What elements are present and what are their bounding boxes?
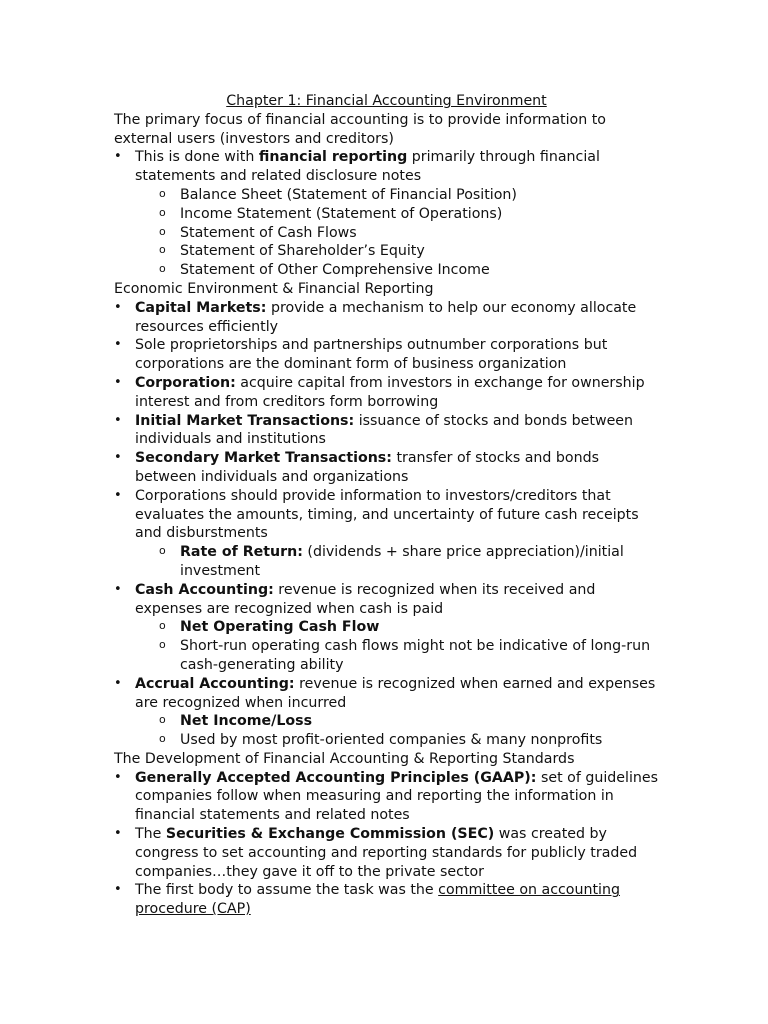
sub-item-text: Statement of Shareholder’s Equity (180, 243, 425, 260)
bullet-icon: • (114, 374, 122, 390)
bullet-icon: • (114, 487, 122, 503)
list-item (114, 487, 659, 543)
sub-list-item (114, 242, 659, 261)
item-underlined-term: committee on accounting procedure (CAP) (135, 882, 620, 918)
list-item (114, 412, 659, 450)
bullet-icon: • (114, 149, 122, 165)
item-text: set of guidelines companies follow when measuring and reporting the information in financial statements and related notes (135, 769, 659, 824)
list-item (114, 374, 659, 412)
item-text: was created by congress to set accounting and reporting standards for publicly traded companies…they gave it off to the private sector (135, 826, 638, 880)
item-term: Securities & Exchange Commission (SEC) (165, 826, 495, 843)
list-item (114, 449, 659, 487)
item-text: revenue is recognized when its received and expenses are recognized when cash is paid (135, 581, 596, 617)
sub-item-term: Net Income/Loss (180, 713, 313, 730)
sub-list-item (114, 712, 659, 731)
list-item (114, 299, 659, 337)
document-body (114, 92, 659, 919)
intro-paragraph: The primary focus of financial accounting is to provide information to external users (investors and creditors) (114, 111, 606, 147)
circle-bullet-icon: o (159, 224, 166, 238)
list-item (114, 825, 659, 881)
item-term: Corporation: (135, 374, 236, 391)
bullet-icon: • (114, 412, 122, 428)
circle-bullet-icon: o (159, 732, 166, 746)
sub-list-item (114, 731, 659, 750)
sub-item-text: Short-run operating cash flows might not be indicative of long-run cash-generating ability (180, 638, 651, 673)
standards-list (114, 769, 659, 919)
circle-bullet-icon: o (159, 243, 166, 257)
sub-list-item (114, 637, 659, 675)
bullet-icon: • (114, 675, 122, 691)
bullet-icon: • (114, 581, 122, 597)
item-term: Initial Market Transactions: (135, 412, 355, 429)
sub-item-text: Statement of Other Comprehensive Income (180, 262, 490, 279)
sub-item-text: Balance Sheet (Statement of Financial Position) (180, 186, 517, 203)
item-text: revenue is recognized when earned and expenses are recognized when incurred (135, 675, 656, 711)
item-text: issuance of stocks and bonds between individuals and institutions (135, 412, 634, 448)
bullet-icon: • (114, 882, 122, 898)
item-term: Capital Markets: (135, 299, 267, 316)
item-term: Secondary Market Transactions: (135, 450, 392, 467)
item-text: transfer of stocks and bonds between individuals and organizations (135, 450, 600, 485)
item-term: Accrual Accounting: (135, 675, 295, 692)
list-item (114, 675, 659, 713)
circle-bullet-icon: o (159, 638, 166, 652)
list-item (114, 148, 659, 186)
bullet-icon: • (114, 299, 122, 315)
chapter-title: Chapter 1: Financial Accounting Environment (226, 93, 547, 109)
economic-environment-list (114, 299, 659, 750)
sub-item-text: Statement of Cash Flows (180, 224, 357, 241)
sub-list-item (114, 618, 659, 637)
sub-item-text: Income Statement (Statement of Operations) (180, 205, 503, 222)
sub-item-text: Used by most profit-oriented companies & many nonprofits (180, 732, 603, 749)
sub-item-text: (dividends + share price appreciation)/initial investment (180, 544, 624, 579)
sub-item-term: Net Operating Cash Flow (180, 619, 380, 636)
item-text: primarily through financial statements and related disclosure notes (135, 149, 600, 185)
list-item (114, 581, 659, 619)
circle-bullet-icon: o (159, 262, 166, 276)
circle-bullet-icon: o (159, 205, 166, 219)
item-text: This is done with (135, 149, 259, 166)
section-heading-economic: Economic Environment & Financial Reporting (114, 280, 434, 297)
bullet-icon: • (114, 450, 122, 466)
item-term: Generally Accepted Accounting Principles (GAAP): (135, 769, 537, 786)
item-text: acquire capital from investors in exchange for ownership interest and from creditors form borrowing (135, 374, 645, 410)
circle-bullet-icon: o (159, 186, 166, 200)
sub-list-item (114, 261, 659, 280)
circle-bullet-icon: o (159, 619, 166, 633)
sub-list-item (114, 186, 659, 205)
list-item (114, 769, 659, 825)
item-text: Corporations should provide information to investors/creditors that evaluates the amounts, timing, and uncertainty of future cash receipts and disburstments (135, 487, 639, 542)
item-text: The (135, 826, 166, 843)
circle-bullet-icon: o (159, 544, 166, 558)
section-heading-standards: The Development of Financial Accounting & Reporting Standards (114, 750, 575, 767)
item-text: Sole proprietorships and partnerships outnumber corporations but corporations are the dominant form of business organization (135, 337, 608, 373)
sub-list-item (114, 205, 659, 224)
circle-bullet-icon: o (159, 713, 166, 727)
item-term: financial reporting (258, 149, 408, 166)
item-text: provide a mechanism to help our economy allocate resources efficiently (135, 299, 637, 335)
item-term: Cash Accounting: (135, 581, 274, 598)
sub-list-item (114, 543, 659, 581)
sub-item-term: Rate of Return: (180, 544, 303, 561)
bullet-icon: • (114, 337, 122, 353)
bullet-icon: • (114, 826, 122, 842)
bullet-icon: • (114, 769, 122, 785)
item-text: The first body to assume the task was the (135, 882, 439, 899)
sub-list-item (114, 224, 659, 243)
financial-reporting-list (114, 148, 659, 280)
list-item (114, 881, 659, 919)
list-item (114, 336, 659, 374)
